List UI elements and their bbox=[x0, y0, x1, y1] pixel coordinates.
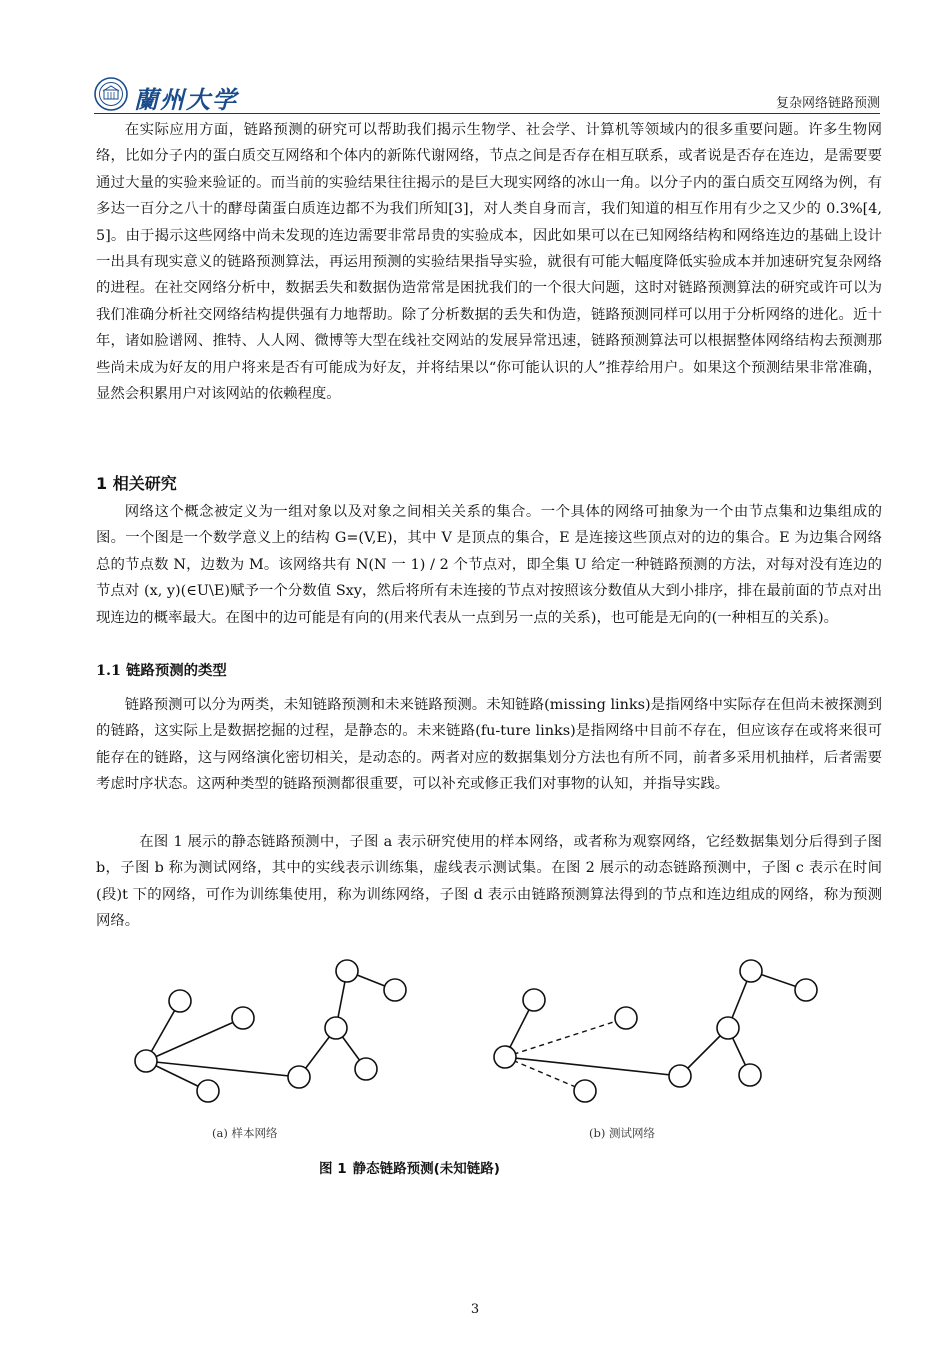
node bbox=[288, 1066, 310, 1088]
node bbox=[574, 1080, 596, 1102]
page-number: 3 bbox=[470, 1302, 480, 1317]
node bbox=[739, 1064, 761, 1086]
node bbox=[717, 1017, 739, 1039]
paragraph-applications: 在实际应用方面，链路预测的研究可以帮助我们揭示生物学、社会学、计算机等领域内的很多重要问题。许多生物网络，比如分子内的蛋白质交互网络和个体内的新陈代谢网络，节点之间是否存在相互联系，或者说是否存在连边，是需要要通过大量的实验来验证的。而当前的实验结果往往揭示的是巨大现实网络的冰山一角。以分子内的蛋白质交互网络为例，有多达一百分之八十的酵母菌蛋白质连边都不为我们所知[3]，对人类自身而言，我们知道的相互作用有少之又少的 0.3%[4, 5]。由于揭示这些网络中尚未发现的连边需要非常昂贵的实验成本，因此如果可以在已知网络结构和网络连边的基础上设计一出具有现实意义的链路预测算法，再运用预测的实验结果指导实验，就很有可能大幅度降低实验成本并加速研究复杂网络的进程。在社交网络分析中，数据丢失和数据伪造常常是困扰我们的一个很大问题，这时对链路预测算法的研究或许可以为我们准确分析社交网络结构提供强有力地帮助。除了分析数据的丢失和伪造，链路预测同样可以用于分析网络的进化。近十年，诸如脸谱网、推特、人人网、微博等大型在线社交网站的发展异常迅速，链路预测算法可以根据整体网络结构去预测那些尚未成为好友的用户将来是否有可能成为好友，并将结果以“你可能认识的人”推荐给用户。如果这个预测结果非常准确，显然会积累用户对该网站的依赖程度。 bbox=[96, 122, 882, 403]
subsection-heading: 1.1 链路预测的类型 bbox=[96, 662, 227, 679]
node bbox=[169, 990, 191, 1012]
node bbox=[494, 1046, 516, 1068]
paragraph-link-types: 链路预测可以分为两类，未知链路预测和未来链路预测。未知链路(missing links)是指网络中实际存在但尚未被探测到的链路，这实际上是数据挖掘的过程，是静态的。未来链路(fu-ture links)是指网络中目前不存在，但应该存在或将来很可能存在的链路，这与网络演化密切相关，是动态的。两者对应的数据集划分方法也有所不同，前者多采用机抽样，后者需要考虑时序状态。这两种类型的链路预测都很重要，可以补充或修正我们对事物的认知，并指导实践。 bbox=[96, 697, 882, 793]
figure-caption-text: 静态链路预测(未知链路) bbox=[352, 1161, 500, 1177]
node bbox=[669, 1065, 691, 1087]
figure-caption bbox=[319, 1157, 500, 1177]
paragraph-network-definition: 网络这个概念被定义为一组对象以及对象之间相关关系的集合。一个具体的网络可抽象为一个由节点集和边集组成的图。一个图是一个数学意义上的结构 G=(V,E)，其中 V 是顶点的集合，E 是连接这些顶点对的边的集合。E 为边集合网络总的节点数 N，边数为 M。该网络共有 N(N 一 1) / 2 个节点对，即全集 U 给定一种链路预测的方法，对每对没有连边的节点对 (x, y)(∈U\E)赋予一个分数值 Sxy，然后将所有未连接的节点对按照该分数值从大到小排序，排在最前面的节点对出现连边的概率最大。在图中的边可能是有向的(用来代表从一点到另一点的关系)，也可能是无向的(一种相互的关系)。 bbox=[96, 504, 882, 626]
university-logo-text: 蘭州大学 bbox=[134, 85, 238, 114]
section-heading: 1 相关研究 bbox=[96, 474, 177, 493]
dashed-edge bbox=[505, 1018, 626, 1057]
running-title: 复杂网络链路预测 bbox=[775, 96, 880, 111]
node bbox=[355, 1058, 377, 1080]
subcaption-a: (a) 样本网络 bbox=[212, 1126, 278, 1140]
node bbox=[615, 1007, 637, 1029]
paragraph-figure-description: 在图 1 展示的静态链路预测中，子图 a 表示研究使用的样本网络，或者称为观察网络，它经数据集划分后得到子图 b，子图 b 称为测试网络，其中的实线表示训练集，虚线表示测试集。在图 2 展示的动态链路预测中，子图 c 表示在时间(段)t 下的网络，可作为训练集使用，称为训练网络，子图 d 表示由链路预测算法得到的节点和连边组成的网络，称为预测网络。 bbox=[96, 834, 882, 930]
figure-number: 图 1 bbox=[319, 1161, 347, 1177]
node bbox=[523, 989, 545, 1011]
edge bbox=[505, 1057, 680, 1076]
node bbox=[325, 1017, 347, 1039]
header-divider bbox=[94, 113, 880, 114]
figure-1 bbox=[0, 945, 950, 1185]
node bbox=[740, 960, 762, 982]
university-seal-icon bbox=[94, 77, 128, 111]
node bbox=[232, 1007, 254, 1029]
node bbox=[197, 1080, 219, 1102]
node bbox=[795, 979, 817, 1001]
edge bbox=[146, 1018, 243, 1061]
subcaption-b: (b) 测试网络 bbox=[589, 1126, 655, 1140]
node bbox=[135, 1050, 157, 1072]
node bbox=[336, 960, 358, 982]
network-diagrams bbox=[0, 945, 950, 1145]
page-header bbox=[94, 74, 880, 112]
edge bbox=[146, 1061, 299, 1077]
node bbox=[384, 979, 406, 1001]
